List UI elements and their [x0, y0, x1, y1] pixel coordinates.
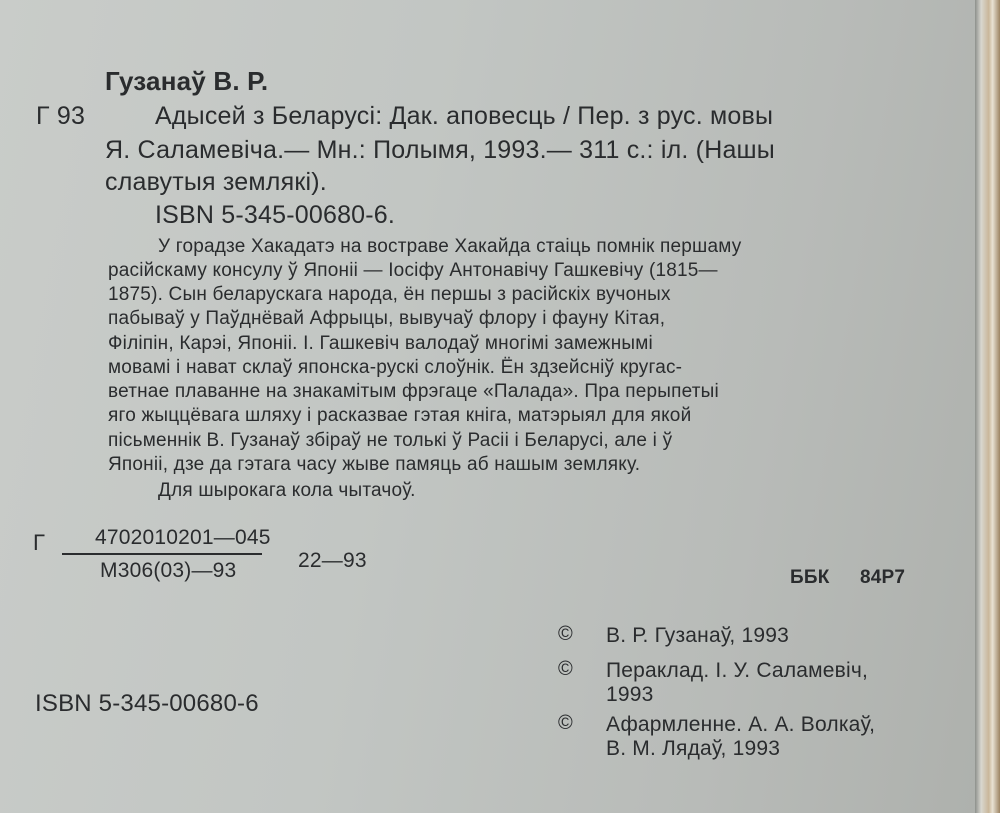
code-letter: Г — [33, 530, 46, 555]
catalog-index: Г 93 — [36, 102, 86, 130]
isbn-bottom: ISBN 5-345-00680-6 — [35, 690, 259, 717]
copyright-translation-line-2: 1993 — [606, 683, 654, 706]
biblio-line-2: Я. Саламевіча.— Мн.: Полымя, 1993.— 311 с.: іл. (Нашы — [105, 136, 775, 164]
annotation-line: Японіі, дзе да гэтага часу жыве памяць аб нашым земляку. — [108, 454, 641, 475]
annotation-line: яго жыццёвага шляху і расказвае гэтая кніга, матэрыял для якой — [108, 405, 692, 426]
catalog-isbn: ISBN 5-345-00680-6. — [155, 201, 396, 229]
copyright-author: В. Р. Гузанаў, 1993 — [606, 624, 790, 647]
code-denominator: М306(03)—93 — [100, 559, 237, 582]
fraction-line — [62, 553, 262, 555]
page-edge — [975, 0, 1000, 813]
annotation-line: 1875). Сын беларускага народа, ён першы з расійскіх вучоных — [108, 284, 671, 305]
author-heading: Гузанаў В. Р. — [105, 66, 269, 96]
annotation-line: пісьменнік В. Гузанаў збіраў не толькі ў Расіі і Беларусі, але і ў — [108, 430, 673, 451]
bbk-value: 84Р7 — [860, 567, 906, 588]
annotation-line: У горадзе Хакадатэ на востраве Хакайда стаіць помнік першаму — [158, 236, 742, 257]
copyright-design-line-1: Афармленне. А. А. Волкаў, — [606, 713, 876, 736]
annotation-line: ветнае плаванне на знакамітым фрэгаце «Палада». Пра перыпетыі — [108, 381, 719, 402]
annotation-line: расійскаму консулу ў Японіі — Іосіфу Антонавічу Гашкевічу (1815— — [108, 260, 718, 281]
copyright-symbol: © — [558, 623, 573, 645]
annotation-line: Філіпін, Карэі, Японіі. І. Гашкевіч валодаў многімі замежнымі — [108, 333, 653, 354]
biblio-line-1: Адысей з Беларусі: Дак. аповесць / Пер. з рус. мовы — [155, 102, 774, 130]
copyright-symbol: © — [558, 712, 573, 734]
copyright-translation-line-1: Пераклад. І. У. Саламевіч, — [606, 659, 869, 682]
code-numerator: 4702010201—045 — [95, 526, 271, 549]
bbk-label: ББК — [790, 567, 830, 588]
code-suffix: 22—93 — [298, 549, 367, 572]
audience-note: Для шырокага кола чытачоў. — [158, 480, 416, 501]
biblio-line-3: славутыя землякі). — [105, 168, 327, 196]
annotation-line: пабываў у Паўднёвай Афрыцы, вывучаў флору і фауну Кітая, — [108, 308, 666, 329]
annotation-line: мовамі і нават склаў японска-рускі слоўнік. Ён здзейсніў кругас- — [108, 357, 683, 378]
copyright-design-line-2: В. М. Лядаў, 1993 — [606, 737, 781, 760]
copyright-symbol: © — [558, 658, 573, 680]
